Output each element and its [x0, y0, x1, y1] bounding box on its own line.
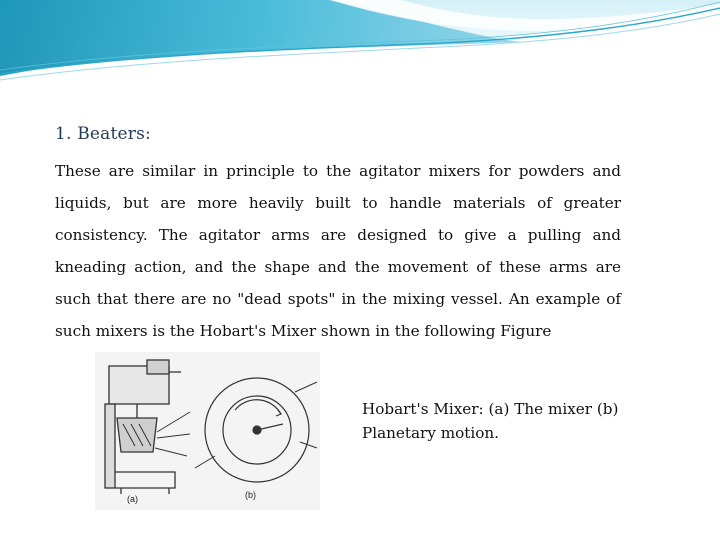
hobart-mixer-drawing — [95, 352, 320, 510]
planetary-motion-sketch — [195, 378, 317, 482]
body-paragraph: These are similar in principle to the agitator mixers for powders and liquids, but are more heavily built to handle materials of greater consistency. The agitator arms are designed to give a pulling and kneading action, and the shape and the movement of these arms are such that there are no "dead spots" in the mixing vessel. An example of such mixers is the Hobart's Mixer shown in the following Figure — [55, 162, 621, 340]
figure-label-a: (a) — [127, 494, 138, 504]
mixer-sketch — [105, 360, 190, 494]
header-banner-decoration — [0, 0, 720, 90]
figure-label-b: (b) — [245, 490, 256, 500]
hobart-mixer-figure — [95, 352, 320, 510]
section-heading: 1. Beaters: — [55, 124, 151, 144]
figure-caption: Hobart's Mixer: (a) The mixer (b) Planetary motion. — [362, 400, 619, 442]
